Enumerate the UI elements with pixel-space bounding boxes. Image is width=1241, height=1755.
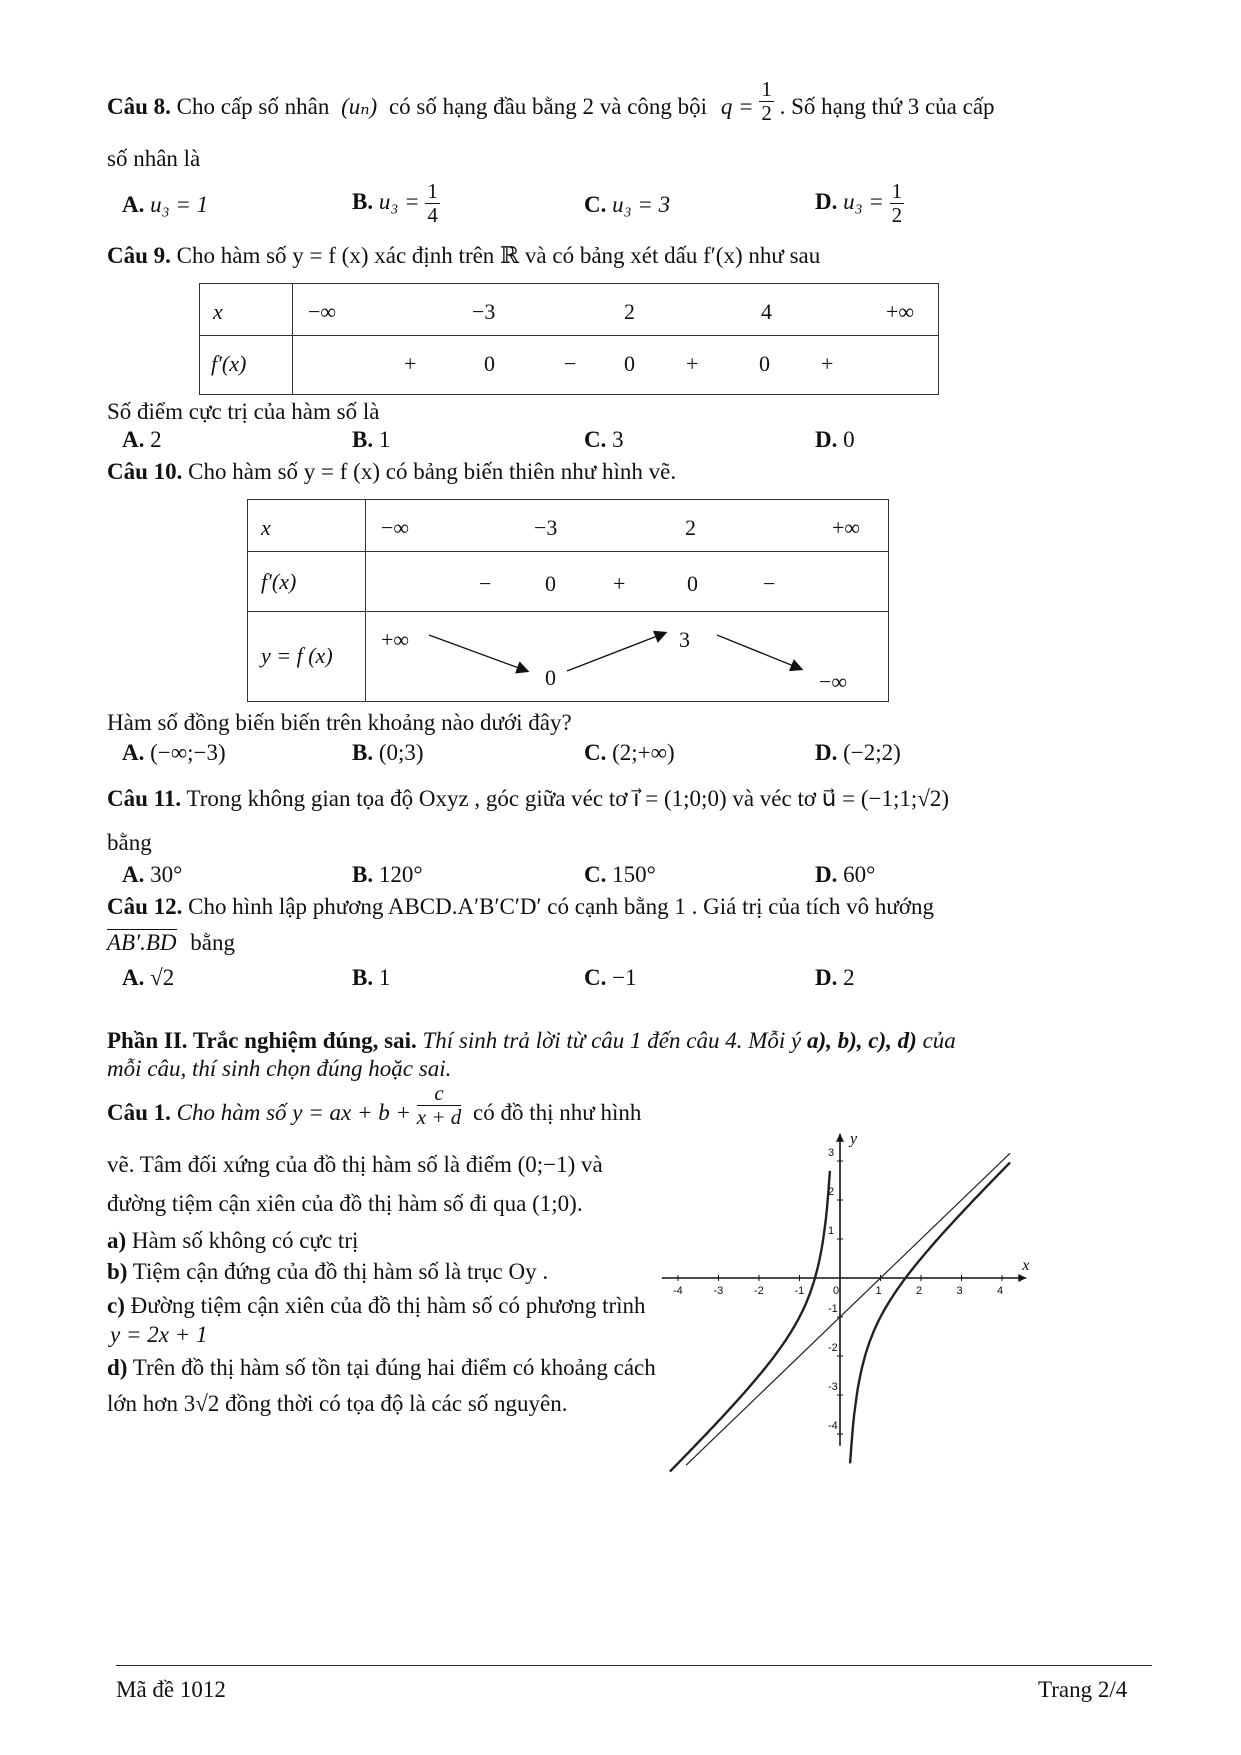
- q8-option-d[interactable]: [815, 180, 904, 227]
- q10-row1-head-cell: [248, 500, 366, 552]
- q9-row1-head: x: [213, 299, 223, 324]
- q11-option-a[interactable]: [122, 862, 182, 888]
- p2q1-text-a: Cho hàm số y = ax + b +: [176, 1100, 412, 1125]
- q9-row1-head-cell: [200, 284, 293, 336]
- q12-option-a-label: A.: [122, 965, 145, 990]
- p2q1-stem: [107, 1081, 642, 1130]
- part2-title: Phần II. Trắc nghiệm đúng, sai.: [107, 1028, 417, 1053]
- part2-instruction-bold: a), b), c), d): [806, 1028, 917, 1053]
- p2q1-statement-b[interactable]: [107, 1259, 548, 1285]
- q8-option-b-fraction: [425, 180, 440, 227]
- q9-sign-3: +: [686, 351, 699, 376]
- p2q1-line3: đường tiệm cận xiên của đồ thị hàm số đi qua (1;0).: [107, 1191, 583, 1216]
- q9-option-b-text: 1: [378, 427, 391, 452]
- q10-row1-head: x: [261, 515, 271, 540]
- q12-option-c-label: C.: [584, 965, 607, 990]
- q11-option-a-label: A.: [122, 862, 145, 887]
- q10-option-c[interactable]: [584, 740, 675, 766]
- p2q1-statement-a[interactable]: [107, 1228, 358, 1254]
- q11-option-d[interactable]: [815, 862, 875, 888]
- function-graph: [673, 1112, 1040, 1442]
- q9-option-d[interactable]: [815, 427, 855, 453]
- q9-row2-values: [293, 336, 939, 395]
- p2q1-c-label: c): [107, 1293, 125, 1318]
- q8-option-c-text: u₃ = 3: [612, 192, 671, 217]
- q11-stem: [107, 786, 949, 812]
- q11-option-b-text: 120°: [378, 862, 423, 887]
- q11-option-b[interactable]: [352, 862, 423, 888]
- p2q1-statement-c-eq: [110, 1322, 207, 1348]
- q10-x-2: 2: [685, 515, 696, 540]
- y-tick-label: 2: [828, 1186, 835, 1198]
- arrow-up: [567, 633, 665, 671]
- q9-x-minus-3: −3: [472, 299, 496, 324]
- q12-text-2: bằng: [190, 930, 236, 955]
- x-tick-label: 0: [833, 1285, 840, 1297]
- q9-option-c-text: 3: [612, 427, 624, 452]
- q10-option-c-text: (2;+∞): [612, 740, 675, 765]
- q9-option-a[interactable]: [122, 427, 162, 453]
- q11-option-c[interactable]: [584, 862, 656, 888]
- p2q1-text-b: có đồ thị như hình: [473, 1100, 642, 1125]
- q9-option-b-label: B.: [352, 427, 374, 452]
- q9-row1-values: [293, 284, 939, 336]
- oblique-asymptote-line: [686, 1153, 1010, 1465]
- q10-option-b-label: B.: [352, 740, 374, 765]
- q12-option-a[interactable]: [122, 965, 174, 991]
- y-tick-label: -3: [828, 1381, 838, 1393]
- q8-q-eq: q =: [720, 93, 754, 119]
- q10-zero-2: 0: [687, 571, 698, 596]
- q9-zero-2: 0: [624, 351, 635, 376]
- q10-option-a[interactable]: [122, 740, 226, 766]
- q12-option-d[interactable]: [815, 965, 855, 991]
- x-tick-label: 2: [916, 1285, 923, 1297]
- q12-option-b[interactable]: [352, 965, 390, 991]
- q10-option-a-label: A.: [122, 740, 145, 765]
- q9-sign-1: +: [404, 351, 417, 376]
- q12-option-c-text: −1: [612, 965, 637, 990]
- q10-variation-table: [247, 499, 889, 702]
- q12-text: Cho hình lập phương ABCD.A′B′C′D′ có cạnh bằng 1 . Giá trị của tích vô hướng: [188, 894, 935, 919]
- p2q1-c-eq: y = 2x + 1: [110, 1322, 208, 1347]
- q8-seq: (uₙ): [341, 93, 378, 119]
- p2q1-b-text: Tiệm cận đứng của đồ thị hàm số là trục Oy .: [132, 1259, 549, 1284]
- y-axis-arrow-icon: [836, 1134, 844, 1142]
- y-axis-label: y: [850, 1130, 858, 1148]
- q12-option-c[interactable]: [584, 965, 637, 991]
- p2q1-d-label: d): [107, 1355, 128, 1380]
- y-tick-label: -2: [828, 1342, 838, 1354]
- q10-option-b[interactable]: [352, 740, 424, 766]
- q12-option-b-text: 1: [378, 965, 391, 990]
- q8-option-b[interactable]: [352, 180, 440, 227]
- x-tick-label: 3: [956, 1285, 963, 1297]
- q10-option-b-text: (0;3): [378, 740, 424, 765]
- q10-sign-2: +: [613, 571, 626, 596]
- q10-row2-head-cell: [248, 552, 366, 612]
- q9-row2-head: f′(x): [211, 351, 247, 376]
- q8-option-d-text: u₃ =: [843, 188, 884, 214]
- q10-option-c-label: C.: [584, 740, 607, 765]
- q9-option-c[interactable]: [584, 427, 624, 453]
- q10-option-d[interactable]: [815, 740, 901, 766]
- q9-zero-3: 0: [759, 351, 770, 376]
- q9-sign-4: +: [821, 351, 834, 376]
- q10-stem: [107, 459, 676, 485]
- q10-row3-head: y = f (x): [261, 643, 333, 668]
- q8-option-b-num: 1: [427, 179, 438, 203]
- p2q1-statement-d-2: lớn hơn 3√2 đồng thời có tọa độ là các số nguyên.: [107, 1391, 568, 1416]
- p2q1-c-text: Đường tiệm cận xiên của đồ thị hàm số có phương trình: [130, 1293, 646, 1318]
- q11-option-c-text: 150°: [612, 862, 656, 887]
- q8-text-c: . Số hạng thứ 3 của cấp: [779, 93, 995, 119]
- q10-sign-1: −: [479, 571, 492, 596]
- q11-option-a-text: 30°: [150, 862, 183, 887]
- q8-line1: [107, 77, 995, 126]
- q10-row2-head: f′(x): [261, 569, 297, 594]
- q11-text: Trong không gian tọa độ Oxyz , góc giữa véc tơ i⃗ = (1;0;0) và véc tơ u⃗ = (−1;1;√2): [186, 786, 950, 811]
- footer-exam-code: Mã đề 1012: [116, 1677, 226, 1702]
- q12-option-d-label: D.: [815, 965, 838, 990]
- q8-option-d-num: 1: [891, 179, 903, 203]
- q10-x-plus-inf: +∞: [832, 515, 861, 540]
- q9-stem: [107, 243, 820, 269]
- q10-sign-3: −: [763, 571, 776, 596]
- q10-row2-values: [366, 552, 889, 612]
- x-tick-label: -2: [754, 1285, 764, 1297]
- q9-x-2: 2: [624, 299, 635, 324]
- part2-instruction-3-text: mỗi câu, thí sinh chọn đúng hoặc sai.: [107, 1056, 452, 1081]
- p2q1-a-text: Hàm số không có cực trị: [131, 1228, 359, 1253]
- q8-ratio-den: 2: [761, 101, 772, 126]
- y-tick-label: -4: [828, 1420, 838, 1432]
- p2q1-line2: vẽ. Tâm đối xứng của đồ thị hàm số là điểm (0;−1) và: [107, 1152, 603, 1177]
- q8-option-b-label: B.: [352, 188, 374, 214]
- q10-text: Cho hàm số y = f (x) có bảng biến thiên như hình vẽ.: [188, 459, 677, 484]
- curve-right-branch: [850, 1163, 1010, 1464]
- q8-option-d-fraction: [890, 180, 905, 227]
- q12-option-b-label: B.: [352, 965, 374, 990]
- arrow-down-2: [717, 635, 801, 669]
- q9-label: Câu 9.: [107, 243, 171, 268]
- footer-page-number: Trang 2/4: [1038, 1677, 1128, 1702]
- q12-option-d-text: 2: [843, 965, 855, 990]
- q12-label: Câu 12.: [107, 894, 183, 919]
- q9-option-b[interactable]: [352, 427, 390, 453]
- curve-left-branch: [670, 1171, 830, 1472]
- q8-option-b-text: u₃ =: [378, 188, 420, 214]
- footer-divider: [116, 1665, 1152, 1666]
- arrow-down-1: [429, 635, 527, 671]
- q11-option-b-label: B.: [352, 862, 374, 887]
- q8-text-a: Cho cấp số nhân: [176, 93, 330, 119]
- q9-row2-head-cell: [200, 336, 293, 395]
- q12-option-a-text: √2: [150, 965, 175, 990]
- y-tick-label: 3: [828, 1147, 835, 1159]
- p2q1-statement-d[interactable]: [107, 1355, 656, 1381]
- q10-question: Hàm số đồng biến biến trên khoảng nào dưới đây?: [107, 710, 572, 735]
- q12-stem: [107, 894, 934, 920]
- p2q1-a-label: a): [107, 1228, 127, 1253]
- q9-option-a-label: A.: [122, 427, 145, 452]
- q8-option-a[interactable]: [122, 192, 208, 218]
- q9-zero-1: 0: [484, 351, 495, 376]
- p2q1-label: Câu 1.: [107, 1100, 171, 1125]
- x-tick-label: 4: [997, 1285, 1004, 1297]
- q10-label: Câu 10.: [107, 459, 183, 484]
- q9-option-d-text: 0: [843, 427, 855, 452]
- x-tick-label: -1: [794, 1285, 805, 1297]
- q11-label: Câu 11.: [107, 786, 182, 811]
- q9-option-c-label: C.: [584, 427, 607, 452]
- p2q1-statement-c[interactable]: [107, 1293, 646, 1319]
- q10-y-0: 0: [545, 665, 556, 690]
- y-tick-label: -1: [828, 1303, 838, 1315]
- q9-x-minus-inf: −∞: [308, 299, 337, 324]
- q10-row1-values: [366, 500, 889, 552]
- q9-text: Cho hàm số y = f (x) xác định trên ℝ và có bảng xét dấu f′(x) như sau: [176, 243, 821, 268]
- q10-option-d-label: D.: [815, 740, 838, 765]
- q8-option-a-label: A.: [122, 192, 145, 217]
- p2q1-frac-den: x + d: [416, 1105, 462, 1130]
- q9-option-d-label: D.: [815, 427, 838, 452]
- q8-line2: số nhân là: [107, 146, 201, 171]
- q8-option-b-den: 4: [427, 203, 438, 228]
- q8-option-d-label: D.: [815, 188, 838, 214]
- q10-y-3: 3: [679, 627, 690, 652]
- q10-arrows: [367, 613, 892, 701]
- part2-instruction-3: [107, 1056, 451, 1082]
- part2-heading: [107, 1028, 956, 1054]
- p2q1-fraction: [417, 1082, 462, 1129]
- q11-option-c-label: C.: [584, 862, 607, 887]
- q9-option-a-text: 2: [150, 427, 162, 452]
- q10-option-a-text: (−∞;−3): [150, 740, 226, 765]
- x-tick-label: 1: [875, 1285, 882, 1297]
- q8-ratio-num: 1: [761, 77, 772, 101]
- q10-option-d-text: (−2;2): [843, 740, 901, 765]
- x-axis-label: x: [1022, 1257, 1030, 1274]
- q12-vector-product: AB′.BD: [107, 930, 177, 955]
- q8-label: Câu 8.: [107, 93, 171, 119]
- q9-x-plus-inf: +∞: [886, 299, 915, 324]
- p2q1-b-label: b): [107, 1259, 128, 1284]
- q11-option-d-label: D.: [815, 862, 838, 887]
- q10-zero-1: 0: [545, 571, 556, 596]
- q9-x-4: 4: [761, 299, 772, 324]
- p2q1-frac-num: c: [417, 1082, 462, 1106]
- x-tick-label: -3: [713, 1285, 724, 1297]
- q10-row3-values: [366, 612, 889, 702]
- p2q1-d-text: Trên đồ thị hàm số tồn tại đúng hai điểm có khoảng cách: [132, 1355, 656, 1380]
- q8-text-b: có số hạng đầu bằng 2 và công bội: [388, 93, 708, 119]
- q10-y-plus-inf: +∞: [381, 627, 410, 652]
- part2-instruction-1: Thí sinh trả lời từ câu 1 đến câu 4. Mỗi ý: [422, 1028, 802, 1053]
- q8-ratio-fraction: [759, 78, 774, 125]
- q11-option-d-text: 60°: [843, 862, 876, 887]
- part2-instruction-2: của: [922, 1028, 956, 1053]
- y-tick-label: 1: [828, 1225, 835, 1237]
- q8-option-c-label: C.: [584, 192, 607, 217]
- q8-option-a-text: u₃ = 1: [150, 192, 209, 217]
- q12-stem-2: [107, 930, 235, 956]
- q8-option-c[interactable]: [584, 192, 670, 218]
- q9-sign-2: −: [564, 351, 577, 376]
- q10-y-minus-inf: −∞: [819, 669, 848, 694]
- x-tick-label: -4: [673, 1285, 683, 1297]
- q11-stem-2: bằng: [107, 830, 152, 855]
- q10-x-minus-inf: −∞: [381, 515, 410, 540]
- q10-row3-head-cell: [248, 612, 366, 702]
- x-axis-arrow-icon: [1018, 1274, 1026, 1282]
- q9-question: Số điểm cực trị của hàm số là: [107, 399, 380, 424]
- q9-sign-table: [199, 283, 939, 395]
- q10-x-minus-3: −3: [534, 515, 558, 540]
- q8-option-d-den: 2: [891, 203, 903, 228]
